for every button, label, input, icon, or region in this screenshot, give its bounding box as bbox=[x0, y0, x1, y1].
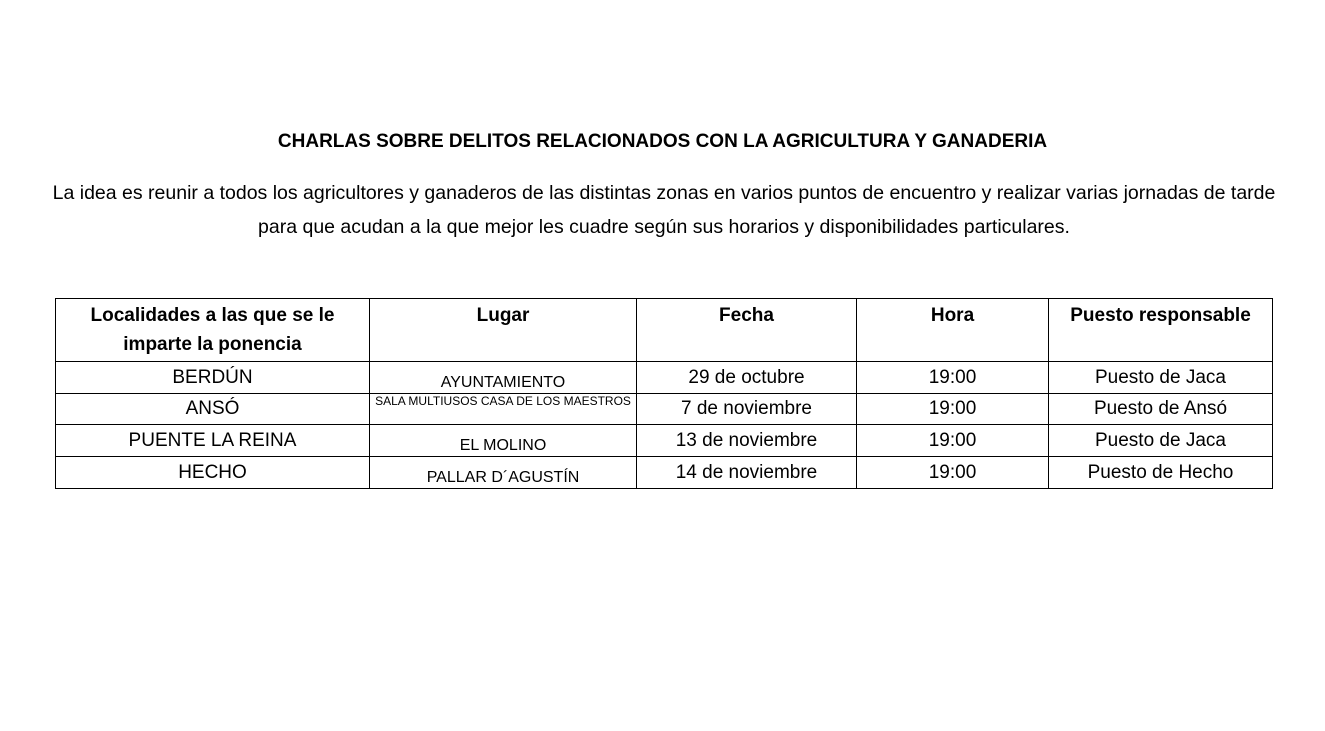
table-row bbox=[56, 362, 1273, 394]
header-fecha: Fecha bbox=[637, 299, 857, 362]
cell-fecha: 13 de noviembre bbox=[637, 425, 857, 457]
table-row bbox=[56, 457, 1273, 489]
cell-puesto: Puesto de Hecho bbox=[1049, 457, 1273, 489]
schedule-table bbox=[55, 298, 1273, 489]
cell-lugar: AYUNTAMIENTO bbox=[370, 362, 637, 394]
cell-hora: 19:00 bbox=[857, 457, 1049, 489]
cell-fecha: 14 de noviembre bbox=[637, 457, 857, 489]
cell-puesto: Puesto de Jaca bbox=[1049, 362, 1273, 394]
cell-hora: 19:00 bbox=[857, 425, 1049, 457]
header-puesto: Puesto responsable bbox=[1049, 299, 1273, 362]
cell-lugar: PALLAR D´AGUSTÍN bbox=[370, 457, 637, 489]
cell-localidad: ANSÓ bbox=[56, 394, 370, 425]
cell-localidad: HECHO bbox=[56, 457, 370, 489]
cell-lugar: EL MOLINO bbox=[370, 425, 637, 457]
cell-localidad: PUENTE LA REINA bbox=[56, 425, 370, 457]
cell-fecha: 29 de octubre bbox=[637, 362, 857, 394]
header-localidades: Localidades a las que se le imparte la ponencia bbox=[56, 299, 370, 362]
cell-puesto: Puesto de Ansó bbox=[1049, 394, 1273, 425]
cell-lugar: SALA MULTIUSOS CASA DE LOS MAESTROS bbox=[370, 394, 637, 425]
cell-localidad: BERDÚN bbox=[56, 362, 370, 394]
intro-paragraph: La idea es reunir a todos los agricultores y ganaderos de las distintas zonas en varios puntos de encuentro y realizar varias jornadas de tarde para que acudan a la que mejor les cuadre según sus horarios y disponibilidades particulares. bbox=[52, 182, 1276, 238]
cell-fecha: 7 de noviembre bbox=[637, 394, 857, 425]
cell-hora: 19:00 bbox=[857, 394, 1049, 425]
header-lugar: Lugar bbox=[370, 299, 637, 362]
document-title: CHARLAS SOBRE DELITOS RELACIONADOS CON LA AGRICULTURA Y GANADERIA bbox=[277, 131, 1048, 152]
cell-puesto: Puesto de Jaca bbox=[1049, 425, 1273, 457]
header-hora: Hora bbox=[857, 299, 1049, 362]
table-row bbox=[56, 394, 1273, 425]
cell-hora: 19:00 bbox=[857, 362, 1049, 394]
table-row bbox=[56, 425, 1273, 457]
table-header-row bbox=[56, 299, 1273, 362]
